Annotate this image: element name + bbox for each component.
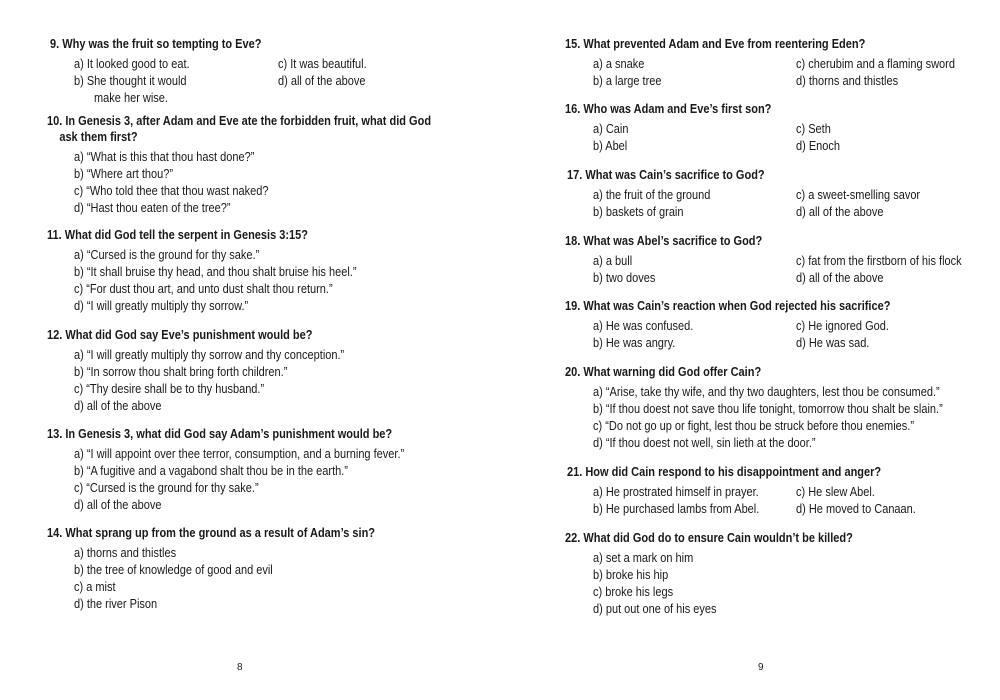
question-text: 18. What was Abel’s sacrifice to God? (565, 234, 763, 248)
option-d: d) all of the above (796, 271, 884, 285)
option-b: b) two doves (593, 271, 656, 285)
option-a: a) the fruit of the ground (593, 188, 711, 202)
option-b: b) He was angry. (593, 336, 676, 350)
option-a: a) “What is this that thou hast done?” (74, 150, 255, 164)
option-b: b) Abel (593, 139, 628, 153)
options (565, 318, 935, 352)
option-a: a) He prostrated himself in prayer. (593, 485, 759, 499)
option-b: b) She thought it would (74, 74, 187, 88)
question-text: 14. What sprang up from the ground as a result of Adam’s sin? (47, 526, 376, 540)
option-a: a) Cain (593, 122, 629, 136)
option-a: a) It looked good to eat. (74, 57, 190, 71)
option-c: c) a mist (74, 580, 116, 594)
option-a: a) thorns and thistles (74, 546, 177, 560)
option-d: d) all of the above (74, 399, 162, 413)
question-22 (565, 530, 892, 618)
question-14 (47, 525, 420, 613)
option-c: c) a sweet-smelling savor (796, 188, 921, 202)
option-c: c) It was beautiful. (278, 57, 367, 71)
options (565, 56, 955, 90)
question-17 (567, 167, 921, 221)
option-d: d) He moved to Canaan. (796, 502, 916, 516)
question-text: 15. What prevented Adam and Eve from reentering Eden? (565, 37, 866, 51)
options (565, 121, 841, 155)
option-c: c) “Who told thee that thou wast naked? (74, 184, 269, 198)
question-9 (50, 36, 367, 108)
option-a: a) “I will greatly multiply thy sorrow and thy conception.” (74, 348, 345, 362)
question-text: 13. In Genesis 3, what did God say Adam’s punishment would be? (47, 427, 393, 441)
question-10 (47, 113, 483, 217)
option-b-cont: make her wise. (94, 91, 168, 105)
right-page (500, 0, 1000, 700)
option-b: b) “In sorrow thou shalt bring forth children.” (74, 365, 288, 379)
option-d: d) thorns and thistles (796, 74, 899, 88)
question-line-1: 10. In Genesis 3, after Adam and Eve ate the forbidden fruit, what did God (47, 114, 432, 128)
option-b: b) the tree of knowledge of good and evil (74, 563, 273, 577)
options (47, 446, 449, 514)
option-c: c) “Thy desire shall be to thy husband.” (74, 382, 265, 396)
page-number: 9 (758, 662, 764, 673)
option-a: a) He was confused. (593, 319, 694, 333)
option-c: c) “For dust thou art, and unto dust shalt thou return.” (74, 282, 333, 296)
option-b: b) He purchased lambs from Abel. (593, 502, 760, 516)
question-13 (47, 426, 449, 514)
option-c: c) fat from the firstborn of his flock (796, 254, 962, 268)
question-text: 20. What warning did God offer Cain? (565, 365, 762, 379)
option-c: c) He slew Abel. (796, 485, 875, 499)
question-text: 11. What did God tell the serpent in Genesis 3:15? (47, 228, 309, 242)
option-d: d) He was sad. (796, 336, 870, 350)
question-text: 12. What did God say Eve’s punishment would be? (47, 328, 313, 342)
option-d: d) “If thou doest not well, sin lieth at the door.” (593, 436, 816, 450)
option-d: d) all of the above (796, 205, 884, 219)
option-d: d) all of the above (74, 498, 162, 512)
option-b: b) “It shall bruise thy head, and thou shalt bruise his heel.” (74, 265, 357, 279)
option-d: d) “Hast thou eaten of the tree?” (74, 201, 231, 215)
question-12 (47, 327, 381, 415)
question-16 (565, 101, 841, 155)
question-text: 16. Who was Adam and Eve’s first son? (565, 102, 772, 116)
question-text: 21. How did Cain respond to his disappointment and anger? (567, 465, 882, 479)
options (47, 247, 395, 315)
question-text: 19. What was Cain’s reaction when God rejected his sacrifice? (565, 299, 891, 313)
option-b: b) “If thou doest not save thou life tonight, tomorrow thou shalt be slain.” (593, 402, 943, 416)
question-text: 17. What was Cain’s sacrifice to God? (567, 168, 765, 182)
option-c: c) broke his legs (593, 585, 674, 599)
question-text: 9. Why was the fruit so tempting to Eve? (50, 37, 262, 51)
option-d: d) all of the above (278, 74, 366, 88)
option-a: a) a snake (593, 57, 645, 71)
question-19 (565, 298, 935, 352)
option-c: c) He ignored God. (796, 319, 889, 333)
option-d: d) “I will greatly multiply thy sorrow.” (74, 299, 249, 313)
option-a: a) “Arise, take thy wife, and thy two daughters, lest thou be consumed.” (593, 385, 940, 399)
option-b: b) broke his hip (593, 568, 669, 582)
options (47, 347, 381, 415)
option-c: c) “Do not go up or fight, lest thou be struck before thou enemies.” (593, 419, 915, 433)
option-b: b) baskets of grain (593, 205, 684, 219)
page-number: 8 (237, 662, 243, 673)
option-c: c) cherubim and a flaming sword (796, 57, 955, 71)
question-18 (565, 233, 962, 287)
option-a: a) set a mark on him (593, 551, 694, 565)
option-b: b) a large tree (593, 74, 662, 88)
options (567, 187, 921, 221)
option-c: c) Seth (796, 122, 831, 136)
options (47, 149, 483, 217)
option-b: b) “Where art thou?” (74, 167, 174, 181)
options (565, 384, 990, 452)
question-text (47, 113, 431, 145)
question-line-2: ask them first? (59, 130, 138, 144)
option-c: c) “Cursed is the ground for thy sake.” (74, 481, 259, 495)
question-text: 22. What did God do to ensure Cain wouldn’t be killed? (565, 531, 853, 545)
question-21 (567, 464, 924, 518)
question-20 (565, 364, 990, 452)
option-a: a) “I will appoint over thee terror, consumption, and a burning fever.” (74, 447, 405, 461)
options (565, 550, 892, 618)
options (567, 484, 924, 518)
option-b: b) “A fugitive and a vagabond shalt thou be in the earth.” (74, 464, 348, 478)
options (50, 56, 367, 108)
option-d: d) the river Pison (74, 597, 158, 611)
question-11 (47, 227, 395, 315)
option-d: d) Enoch (796, 139, 841, 153)
option-d: d) put out one of his eyes (593, 602, 717, 616)
options (565, 253, 962, 287)
options (47, 545, 420, 613)
option-a: a) a bull (593, 254, 633, 268)
question-15 (565, 36, 955, 90)
option-a: a) “Cursed is the ground for thy sake.” (74, 248, 260, 262)
